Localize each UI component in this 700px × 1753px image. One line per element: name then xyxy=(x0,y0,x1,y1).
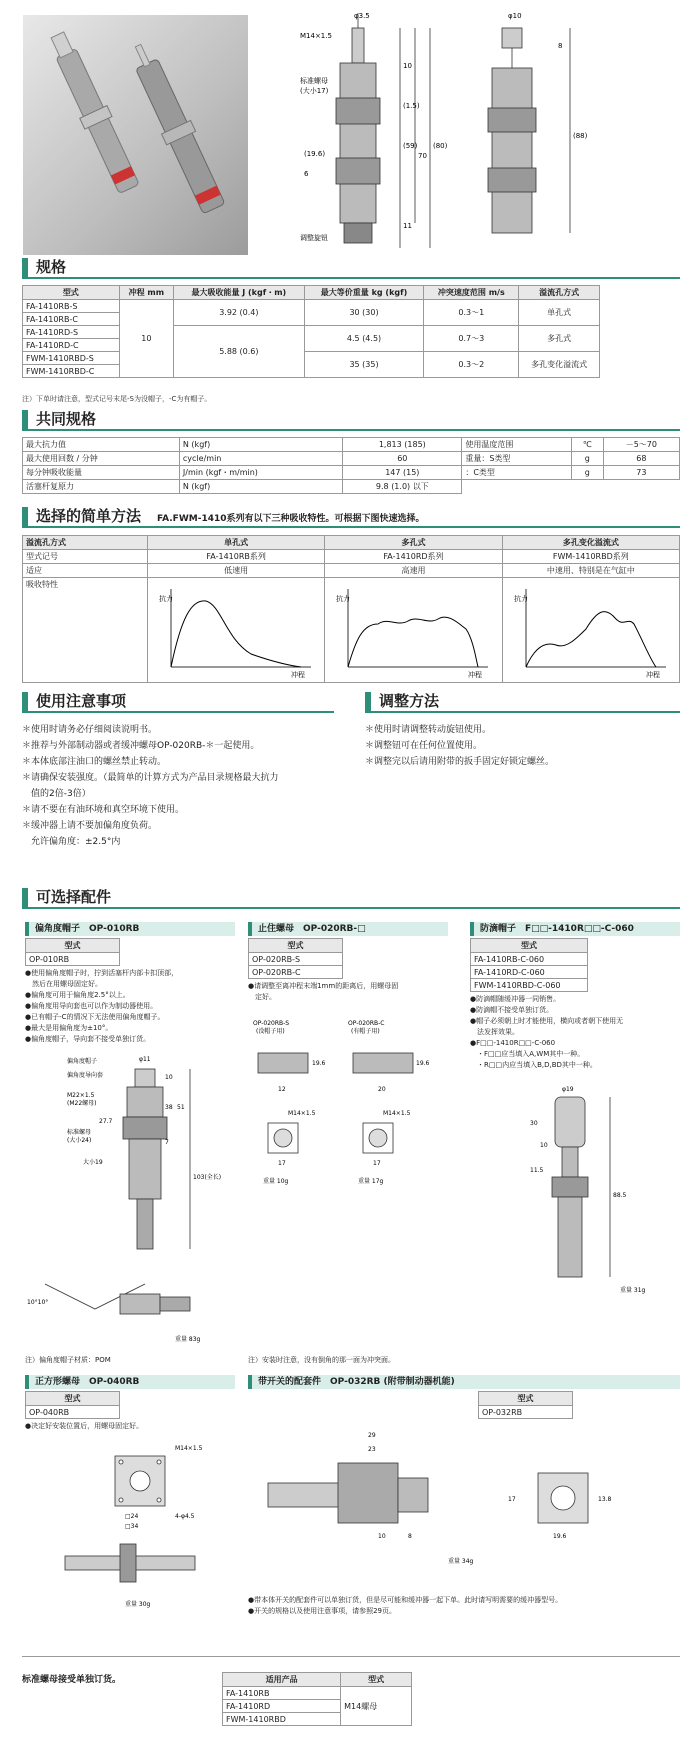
common-cell: 每分钟吸收能量 xyxy=(23,466,180,480)
adjust-title: 调整方法 xyxy=(379,692,440,710)
opt4-label: □24 xyxy=(125,1513,139,1520)
opt2-label: OP-020RB-C xyxy=(348,1020,385,1027)
opt1-title: 偏角度帽子 OP-010RB xyxy=(25,922,235,936)
opt1-label: 7 xyxy=(165,1139,169,1146)
opt3-model: FA-1410RD-C-060 xyxy=(471,966,588,979)
common-cell: 最大使用回数 / 分钟 xyxy=(23,452,180,466)
opt2-label: 17 xyxy=(373,1160,381,1167)
opt2-table xyxy=(248,938,343,979)
opt1-note: ●最大是用偏角度为±10°。 xyxy=(25,1024,113,1032)
dim-6: 6 xyxy=(304,170,309,178)
opt1-label: 38 xyxy=(165,1104,173,1111)
nut-size-label: (大小17) xyxy=(300,87,329,95)
common-cell: g xyxy=(571,466,603,480)
x-axis-label: 冲程 xyxy=(291,671,305,679)
section-options xyxy=(22,888,680,909)
dimension-drawing-top xyxy=(300,8,610,258)
dim-59: (59) xyxy=(403,142,418,150)
section-common xyxy=(22,410,680,431)
curve-multi xyxy=(328,579,498,679)
spec-speed: 0.3～1 xyxy=(424,300,519,326)
opt2-label: (没帽子用) xyxy=(256,1028,285,1035)
select-row-label: 型式记号 xyxy=(23,550,148,564)
bottom-product: FA-1410RD xyxy=(223,1700,341,1713)
opt1-material: 注）偏角度帽子材质：POM xyxy=(25,1356,111,1364)
common-cell: N (kgf) xyxy=(179,438,342,452)
bottom-text: 标准螺母接受单独订货。 xyxy=(22,1675,122,1685)
section-spec xyxy=(22,258,680,279)
opt2-label: 12 xyxy=(278,1086,286,1093)
m14-label: M14×1.5 xyxy=(300,32,332,40)
opt2-label: OP-020RB-S xyxy=(253,1020,290,1027)
select-subtitle: FA.FWM-1410系列有以下三种吸收特性。可根据下图快速选择。 xyxy=(157,514,425,524)
nut-label: 标准螺母 xyxy=(300,77,328,85)
bottom-table xyxy=(222,1672,412,1726)
opt3-model: FWM-1410RBD-C-060 xyxy=(471,979,588,992)
option-stop-nut xyxy=(248,922,448,1195)
spec-energy: 3.92 (0.4) xyxy=(174,300,304,326)
shock-absorber-photo xyxy=(23,15,248,255)
opt4-table xyxy=(25,1391,120,1419)
usage-note: 值的2倍-3倍） xyxy=(22,789,91,799)
opt4-title: 正方形螺母 OP-040RB xyxy=(25,1375,235,1389)
y-axis-label: 抗力 xyxy=(513,595,528,603)
common-cell: 147 (15) xyxy=(343,466,462,480)
common-cell: 最大抗力值 xyxy=(23,438,180,452)
opt3-note: ●F□□-1410R□□-C-060 xyxy=(470,1039,556,1047)
opt2-note: 注）安装时注意，没有倒角的那一面为冲突面。 xyxy=(248,1356,395,1364)
opt1-label: 10 xyxy=(165,1074,173,1081)
spec-speed: 0.7～3 xyxy=(424,326,519,352)
x-axis-label: 冲程 xyxy=(645,671,660,679)
spec-header-speed: 冲突速度范围 m/s xyxy=(424,286,519,300)
select-model: FA-1410RD系列 xyxy=(325,550,502,564)
spec-stroke: 10 xyxy=(119,300,173,378)
spec-model: FA-1410RB-C xyxy=(23,313,120,326)
select-col-type: 单孔式 xyxy=(148,536,325,550)
opt2-label: 19.6 xyxy=(416,1060,430,1067)
opt1-weight: 重量 83g xyxy=(175,1336,201,1343)
adjust-note: ＊调整钮可在任何位置使用。 xyxy=(365,741,483,751)
opt5-label: 13.8 xyxy=(598,1496,612,1503)
curve-cell-single xyxy=(148,578,325,683)
opt1-notes xyxy=(25,968,235,1045)
opt1-label: 27.7 xyxy=(99,1118,113,1125)
opt4-label: □34 xyxy=(125,1523,139,1530)
select-use: 高速用 xyxy=(325,564,502,578)
opt3-label: 10 xyxy=(540,1142,548,1149)
opt5-drawing xyxy=(248,1423,680,1593)
option-drip-cap xyxy=(470,922,680,1299)
opt2-model: OP-020RB-C xyxy=(249,966,343,979)
usage-note: ＊本体底部注油口的螺丝禁止转动。 xyxy=(22,757,167,767)
opt1-note: 然后在用螺母固定好。 xyxy=(25,980,102,988)
spec-weight: 30 (30) xyxy=(304,300,424,326)
opt4-label: M14×1.5 xyxy=(175,1445,203,1452)
opt3-type-label: 型式 xyxy=(471,939,588,953)
common-cell: 68 xyxy=(603,452,679,466)
opt5-label: 17 xyxy=(508,1496,516,1503)
bottom-product: FWM-1410RBD xyxy=(223,1713,341,1726)
select-row-label: 溢流孔方式 xyxy=(23,536,148,550)
opt5-note: ●开关的规格以及使用注意事项，请参照29页。 xyxy=(248,1607,397,1615)
opt1-label: (大小24) xyxy=(67,1137,92,1144)
opt1-note: ●偏角度用导向套也可以作为制动器使用。 xyxy=(25,1002,158,1010)
opt2-title: 止住螺母 OP-020RB-□ xyxy=(248,922,448,936)
section-usage xyxy=(22,692,334,713)
opt5-label: 19.6 xyxy=(553,1533,567,1540)
opt5-note: ●带本体开关的配套件可以单独订货，但是尽可能和缓冲器一起下单。此时请写明需要的缓冲器型号。 xyxy=(248,1596,563,1604)
spec-table xyxy=(22,285,600,378)
opt1-label: 10°10° xyxy=(27,1299,49,1306)
common-cell: 使用温度范围 xyxy=(462,438,572,452)
phi35-label: φ3.5 xyxy=(354,12,370,20)
dim-70: 70 xyxy=(418,152,427,160)
common-table xyxy=(22,437,680,494)
opt3-note: ・R□□内应当填入B,D,BD其中一种。 xyxy=(470,1061,597,1069)
adjust-note: ＊使用时请调整转动旋钮使用。 xyxy=(365,725,492,735)
select-row-label: 吸收特性 xyxy=(23,578,148,683)
usage-note: ＊推荐与外部制动器或者缓冲螺母OP-020RB-＊一起使用。 xyxy=(22,741,260,751)
spec-weight: 35 (35) xyxy=(304,352,424,378)
opt4-model: OP-040RB xyxy=(26,1406,120,1419)
spec-header-weight: 最大等价重量 kg (kgf) xyxy=(304,286,424,300)
curve-cell-multi xyxy=(325,578,502,683)
opt2-label: (有帽子用) xyxy=(351,1028,380,1035)
common-cell: 活塞杆复原力 xyxy=(23,480,180,494)
curve-single xyxy=(151,579,321,679)
common-title: 共同规格 xyxy=(36,410,97,428)
common-cell: N (kgf) xyxy=(179,480,342,494)
opt3-note: ・F□□应当填入A,WM其中一种。 xyxy=(470,1050,585,1058)
opt3-note: ●帽子必须朝上时才能使用，横向或者朝下使用无 xyxy=(470,1017,624,1025)
select-col-type: 多孔变化溢流式 xyxy=(502,536,679,550)
opt4-note: ●决定好安装位置后，用螺母固定好。 xyxy=(25,1422,144,1430)
bottom-product: FA-1410RB xyxy=(223,1687,341,1700)
opt5-label: 10 xyxy=(378,1533,386,1540)
dim-88: (88) xyxy=(573,132,588,140)
opt4-weight: 重量 30g xyxy=(125,1601,151,1608)
usage-title: 使用注意事项 xyxy=(36,692,127,710)
opt1-model: OP-010RB xyxy=(26,953,120,966)
select-col-type: 多孔式 xyxy=(325,536,502,550)
opt1-label: 大小19 xyxy=(83,1159,103,1166)
spec-note: 注）下单时请注意，型式记号末尾-S为没帽子，-C为有帽子。 xyxy=(22,395,212,403)
opt5-label: 8 xyxy=(408,1533,412,1540)
opt2-model: OP-020RB-S xyxy=(249,953,343,966)
common-cell: 重量：S类型 xyxy=(462,452,572,466)
opt3-label: 88.5 xyxy=(613,1192,627,1199)
opt1-note: ●偏角度可用于偏角度2.5°以上。 xyxy=(25,991,130,999)
bottom-header: 型式 xyxy=(341,1673,412,1687)
opt2-label: M14×1.5 xyxy=(288,1110,316,1117)
absorber-drawing xyxy=(300,8,610,258)
spec-model: FWM-1410RBD-C xyxy=(23,365,120,378)
opt5-table xyxy=(478,1391,573,1419)
product-photo xyxy=(23,15,248,255)
opt5-label: 29 xyxy=(368,1432,376,1439)
section-select xyxy=(22,507,680,528)
opt2-label: 17 xyxy=(278,1160,286,1167)
opt5-weight: 重量 34g xyxy=(448,1558,474,1565)
select-table xyxy=(22,535,680,683)
section-adjust xyxy=(365,692,680,713)
opt5-model: OP-032RB xyxy=(479,1406,573,1419)
common-cell: 9.8 (1.0) 以下 xyxy=(343,480,462,494)
curve-cell-variable xyxy=(502,578,679,683)
opt1-note: ●使用偏角度帽子时，拧到活塞杆内部卡扣顶部， xyxy=(25,969,179,977)
opt3-model: FA-1410RB-C-060 xyxy=(471,953,588,966)
spec-model: FA-1410RB-S xyxy=(23,300,120,313)
opt1-note: ●偏角度帽子，导向套不接受单独订货。 xyxy=(25,1035,151,1043)
opt1-label: 51 xyxy=(177,1104,185,1111)
select-row-label: 适应 xyxy=(23,564,148,578)
common-cell: －5～70 xyxy=(603,438,679,452)
opt3-table xyxy=(470,938,588,992)
spec-header-type: 型式 xyxy=(23,286,120,300)
select-model: FWM-1410RBD系列 xyxy=(502,550,679,564)
x-axis-label: 冲程 xyxy=(468,671,483,679)
common-cell: g xyxy=(571,452,603,466)
spec-weight: 4.5 (4.5) xyxy=(304,326,424,352)
option-angle-cap xyxy=(25,922,235,1361)
curve-variable xyxy=(506,579,676,679)
usage-note: ＊请确保安装强度。（最简单的计算方式为产品目录规格最大抗力 xyxy=(22,773,279,783)
spec-title: 规格 xyxy=(36,258,67,276)
opt5-notes xyxy=(248,1595,680,1617)
opt1-note: ●已有帽子-C的情况下无法使用偏角度帽子。 xyxy=(25,1013,165,1021)
spec-orifice: 单孔式 xyxy=(519,300,600,326)
usage-note: ＊请不要在有油环境和真空环境下使用。 xyxy=(22,805,185,815)
opt2-type-label: 型式 xyxy=(249,939,343,953)
opt5-label: 23 xyxy=(368,1446,376,1453)
opt3-drawing xyxy=(470,1077,680,1297)
spec-orifice: 多孔变化溢流式 xyxy=(519,352,600,378)
opt1-drawing xyxy=(25,1049,235,1359)
opt3-label: φ19 xyxy=(562,1086,574,1093)
opt2-label: 19.6 xyxy=(312,1060,326,1067)
opt3-note: ●防滴帽不接受单独订货。 xyxy=(470,1006,554,1014)
opt4-drawing xyxy=(25,1436,235,1616)
opt3-label: 30 xyxy=(530,1120,538,1127)
spec-speed: 0.3～2 xyxy=(424,352,519,378)
spec-header-stroke: 冲程 mm xyxy=(119,286,173,300)
usage-notes xyxy=(22,722,352,850)
bottom-type: M14螺母 xyxy=(341,1687,412,1726)
opt2-weight: 重量 10g xyxy=(263,1178,289,1185)
options-title: 可选择配件 xyxy=(36,888,112,906)
opt2-label: 20 xyxy=(378,1086,386,1093)
adjust-note: ＊调整完以后请用附带的扳手固定好锁定螺丝。 xyxy=(365,757,555,767)
usage-note: 允许偏角度：±2.5°内 xyxy=(22,837,121,847)
spec-model: FWM-1410RBD-S xyxy=(23,352,120,365)
opt1-label: 偏角度导向套 xyxy=(67,1072,104,1079)
knob-label: 调整旋钮 xyxy=(300,234,328,242)
bottom-divider xyxy=(22,1656,680,1657)
opt4-type-label: 型式 xyxy=(26,1392,120,1406)
common-cell: cycle/min xyxy=(179,452,342,466)
opt1-label: 偏角度帽子 xyxy=(67,1058,98,1065)
spec-model: FA-1410RD-S xyxy=(23,326,120,339)
select-use: 中速用、特别是在气缸中 xyxy=(502,564,679,578)
opt5-title: 带开关的配套件 OP-032RB (附带制动器机能) xyxy=(248,1375,680,1389)
option-square-nut xyxy=(25,1375,235,1618)
spec-header-orifice: 溢流孔方式 xyxy=(519,286,600,300)
dim-11: 11 xyxy=(403,222,412,230)
common-cell: J/min (kgf・m/min) xyxy=(179,466,342,480)
usage-note: ＊使用时请务必仔细阅读说明书。 xyxy=(22,725,158,735)
opt3-label: 11.5 xyxy=(530,1167,544,1174)
select-model: FA-1410RB系列 xyxy=(148,550,325,564)
opt2-drawing xyxy=(248,1013,448,1193)
adjust-notes xyxy=(365,722,680,770)
opt3-notes xyxy=(470,994,680,1071)
phi10-label: φ10 xyxy=(508,12,522,20)
common-cell: ℃ xyxy=(571,438,603,452)
dim-10: 10 xyxy=(403,62,412,70)
opt2-weight: 重量 17g xyxy=(358,1178,384,1185)
opt1-label: 103(全长) xyxy=(193,1174,222,1181)
spec-energy: 5.88 (0.6) xyxy=(174,326,304,378)
opt3-title: 防滴帽子 F□□-1410R□□-C-060 xyxy=(470,922,680,936)
spec-model: FA-1410RD-C xyxy=(23,339,120,352)
common-cell: 1,813 (185) xyxy=(343,438,462,452)
dim-8: 8 xyxy=(558,42,563,50)
opt3-weight: 重量 31g xyxy=(620,1287,646,1294)
usage-note: ＊缓冲器上请不要加偏角度负荷。 xyxy=(22,821,158,831)
opt1-table xyxy=(25,938,120,966)
opt1-label: φ11 xyxy=(139,1056,151,1063)
dim-196: (19.6) xyxy=(304,150,326,158)
opt4-label: 4-φ4.5 xyxy=(175,1513,195,1520)
y-axis-label: 抗力 xyxy=(159,595,173,603)
dim-80: (80) xyxy=(433,142,448,150)
y-axis-label: 抗力 xyxy=(336,595,351,603)
dim-15: (1.5) xyxy=(403,102,420,110)
opt1-label: (M22螺母) xyxy=(67,1100,97,1107)
spec-orifice: 多孔式 xyxy=(519,326,600,352)
opt5-type-label: 型式 xyxy=(479,1392,573,1406)
option-switch-kit xyxy=(248,1375,680,1617)
opt2-note: 定好。 xyxy=(248,993,276,1001)
opt2-note: ●请调整至离冲程末端1mm的距离后，用螺母固 xyxy=(248,982,399,990)
select-use: 低速用 xyxy=(148,564,325,578)
spec-header-energy: 最大吸收能量 J (kgf・m) xyxy=(174,286,304,300)
opt3-note: ●防滴帽随缓冲器一同销售。 xyxy=(470,995,561,1003)
opt3-note: 法发挥效果。 xyxy=(470,1028,519,1036)
opt1-label: M22×1.5 xyxy=(67,1092,95,1099)
opt2-notes xyxy=(248,981,448,1003)
opt2-label: M14×1.5 xyxy=(383,1110,411,1117)
bottom-header: 适用产品 xyxy=(223,1673,341,1687)
common-cell: 60 xyxy=(343,452,462,466)
common-cell: 73 xyxy=(603,466,679,480)
select-title: 选择的简单方法 xyxy=(36,507,142,525)
opt1-label: 标准螺母 xyxy=(67,1129,92,1136)
common-cell: ：C类型 xyxy=(462,466,572,480)
opt1-type-label: 型式 xyxy=(26,939,120,953)
